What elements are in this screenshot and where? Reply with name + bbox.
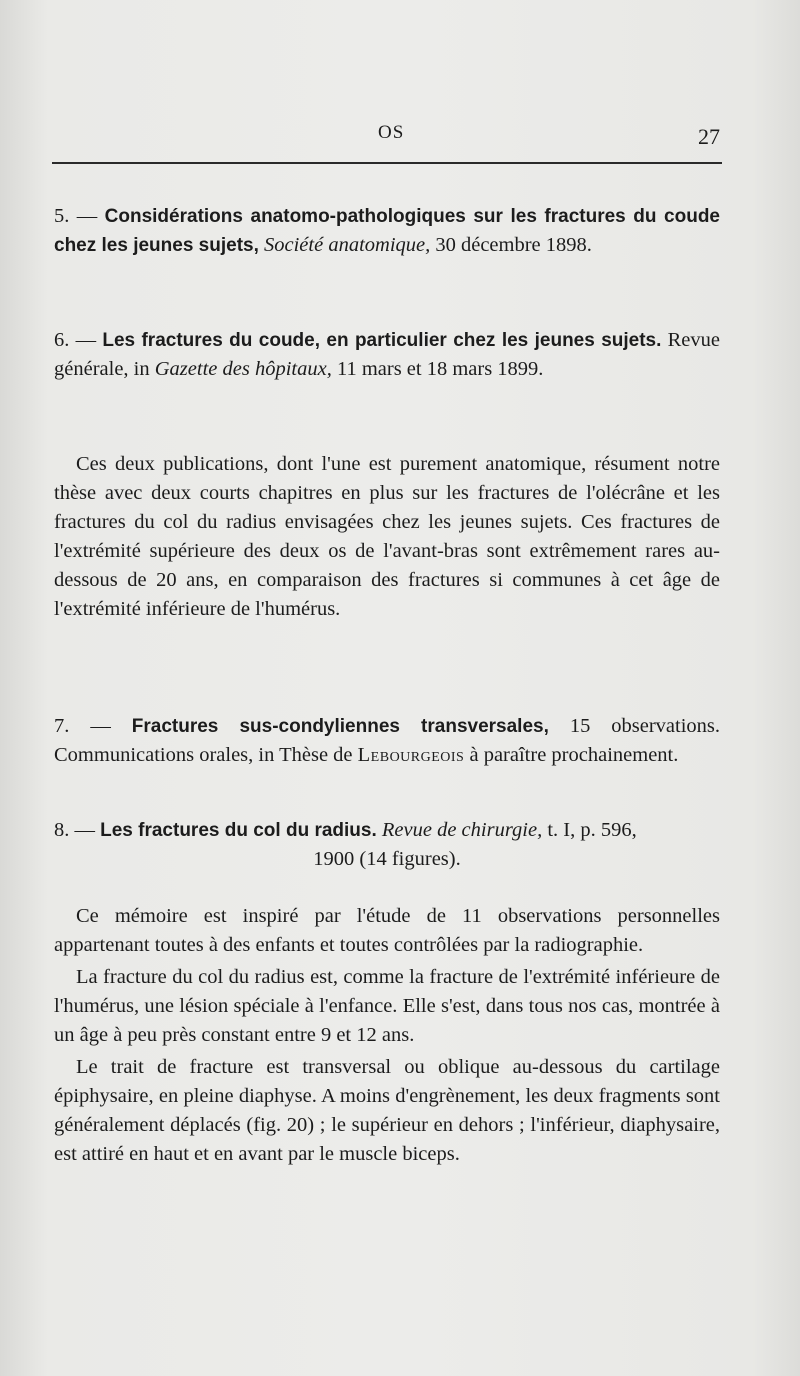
entry-5-source: Société anatomique, [264, 234, 431, 256]
entry-6 [54, 326, 720, 384]
paragraph-1-text: Ces deux publications, dont l'une est purement anatomique, résument notre thèse avec deux courts chapitres en plus sur les fractures de l'olécrâne et les fractures du col du radius envisagées chez les jeunes sujets. Ces fractures de l'extrémité supérieure des deux os de l'avant-bras sont extrêmement rares au-dessous de 20 ans, en comparaison des fractures si communes à cet âge de l'extrémité inférieure de l'humérus. [54, 453, 720, 620]
entry-8-number: 8. — [54, 819, 95, 841]
paragraph-2: Ce mémoire est inspiré par l'étude de 11 observations personnelles appartenant toutes à des enfants et toutes contrôlées par la radiographie. [54, 905, 720, 956]
paragraph-4: Le trait de fracture est transversal ou oblique au-dessous du cartilage épiphysaire, en pleine diaphyse. A moins d'engrènement, les deux fragments sont généralement déplacés (fig. 20) ; le supérieur en dehors ; l'inférieur, diaphysaire, est attiré en haut et en avant par le muscle biceps. [54, 1056, 720, 1165]
entry-6-pre: Revue générale, in [54, 329, 720, 380]
entry-8 [54, 816, 720, 874]
entry-8-pages: t. I, p. 596, [547, 819, 637, 841]
running-head: OS [378, 122, 405, 143]
paragraph-1 [54, 450, 720, 624]
entry-5-date: 30 décembre 1898. [435, 234, 592, 256]
entry-6-source: Gazette des hôpitaux, [154, 358, 332, 380]
page-number: 27 [698, 124, 720, 149]
body-text [54, 902, 720, 1169]
entry-6-date: 11 mars et 18 mars 1899. [336, 358, 544, 380]
page-header [52, 118, 722, 158]
entry-7-rest1: 15 observations. Communications orales, in Thèse de [54, 715, 721, 766]
entry-7-author: Lebourgeois [357, 744, 465, 766]
paragraph-3: La fracture du col du radius est, comme la fracture de l'extrémité inférieure de l'humérus, une lésion spéciale à l'enfance. Elle s'est, dans tous nos cas, montrée à un âge à peu près constant entre 9 et 12 ans. [54, 966, 720, 1046]
entry-8-source: Revue de chirurgie, [381, 819, 543, 841]
entry-6-number: 6. — [54, 329, 97, 351]
entry-5 [54, 202, 720, 260]
entry-6-title: Les fractures du coude, en particulier chez les jeunes sujets. [102, 330, 662, 351]
header-rule [52, 162, 722, 164]
entry-8-year: 1900 (14 figures). [313, 848, 461, 870]
entry-7-rest2: à paraître prochainement. [469, 744, 679, 766]
entry-5-title: Considérations anatomo-pathologiques sur les fractures du coude chez les jeunes sujets, [54, 206, 720, 256]
entry-7-number: 7. — [54, 715, 111, 737]
entry-7-title: Fractures sus-condyliennes transversales, [131, 716, 549, 737]
entry-7 [54, 712, 720, 770]
entry-8-title: Les fractures du col du radius. [100, 820, 377, 841]
entry-5-number: 5. — [54, 205, 98, 227]
